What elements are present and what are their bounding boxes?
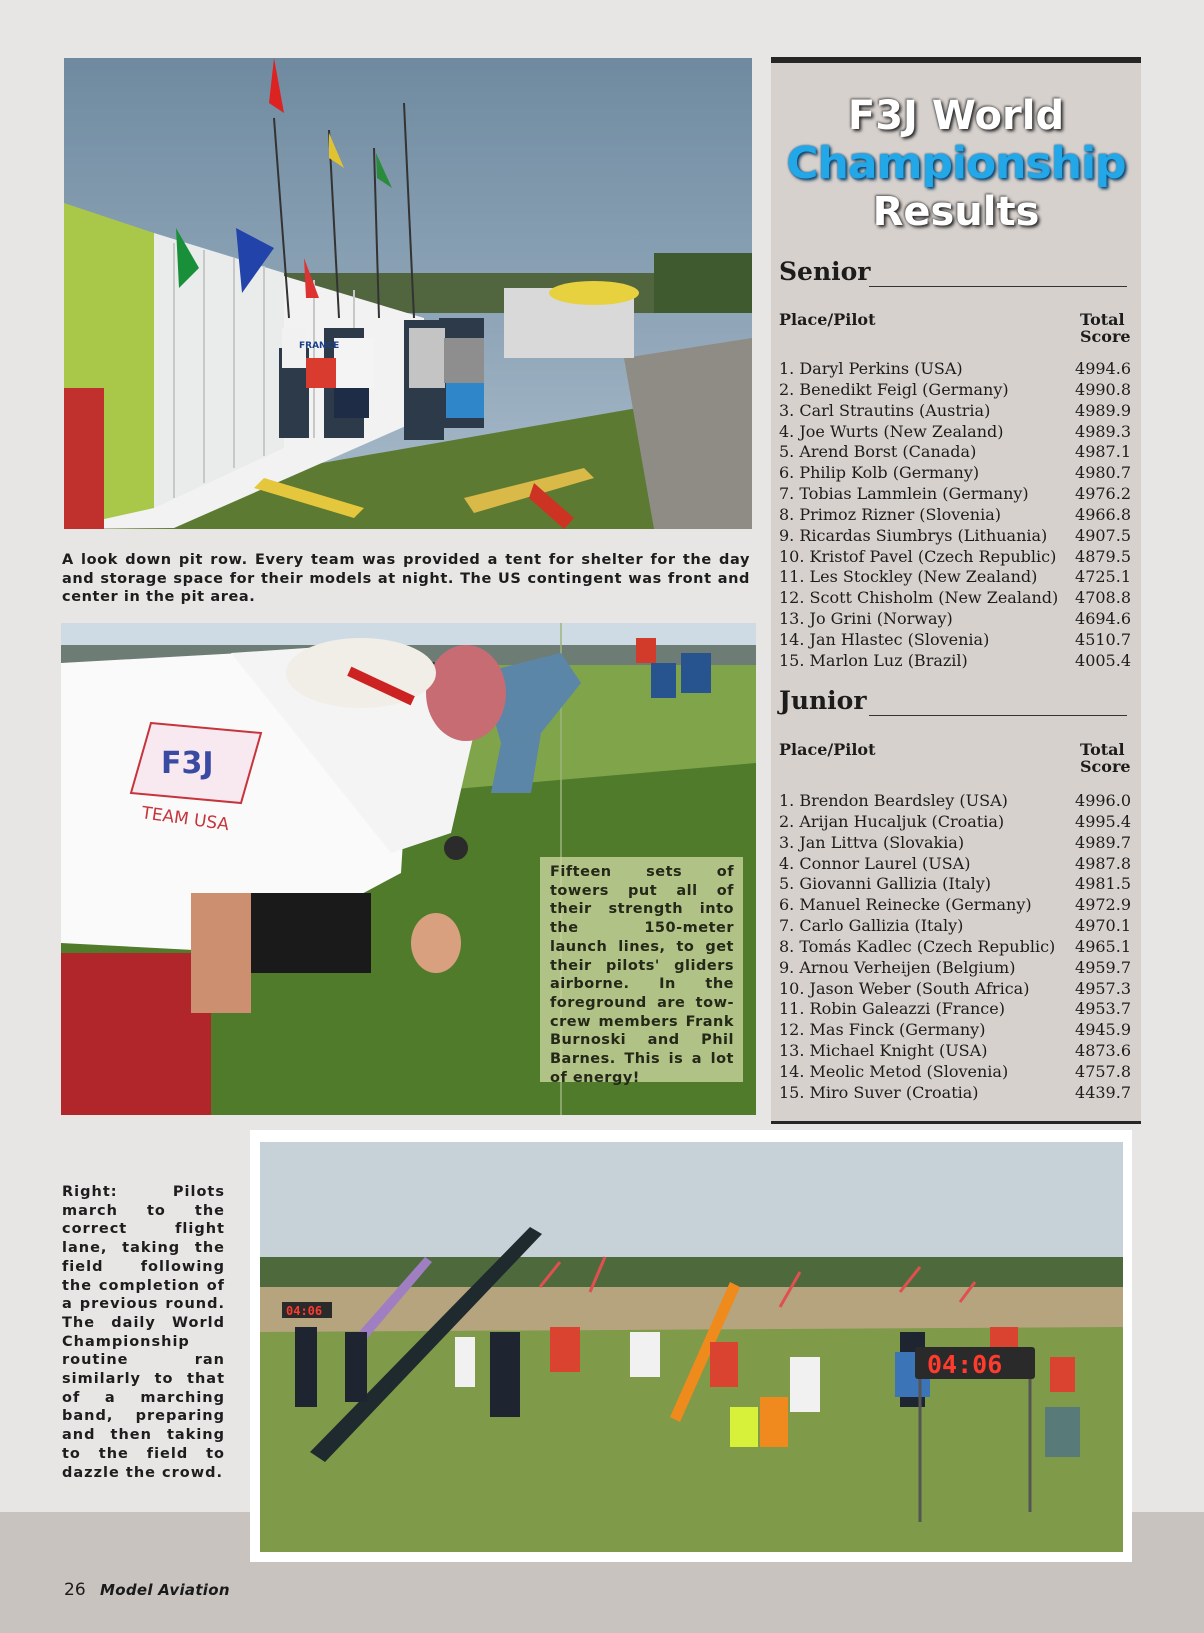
pilot-name: 10. Jason Weber (South Africa) <box>779 978 1030 998</box>
total-score: 4708.8 <box>1075 588 1131 608</box>
f3j-logo-text: F3J <box>161 746 214 781</box>
senior-result-row <box>779 442 1131 463</box>
senior-col-total: Total <box>1080 310 1125 329</box>
junior-result-row <box>779 999 1131 1020</box>
total-score: 4981.5 <box>1075 874 1131 894</box>
march-photo-frame <box>250 1130 1132 1562</box>
junior-result-row <box>779 895 1131 916</box>
junior-col-total: Total <box>1080 740 1125 759</box>
pilot-name: 2. Benedikt Feigl (Germany) <box>779 379 1009 399</box>
senior-result-row <box>779 630 1131 651</box>
results-title-line3: Results <box>872 189 1040 235</box>
pilot-name: 1. Daryl Perkins (USA) <box>779 359 963 378</box>
launch-caption-box <box>540 857 743 1086</box>
clock-display-small-text: 04:06 <box>286 1304 323 1318</box>
junior-result-row <box>779 937 1131 958</box>
total-score: 4987.8 <box>1075 853 1131 873</box>
total-score: 4879.5 <box>1075 546 1131 566</box>
total-score: 4510.7 <box>1075 629 1131 649</box>
junior-result-row <box>779 916 1131 937</box>
pit-row-caption: A look down pit row. Every team was provided a tent for shelter for the day and storage space for their models at night. The US contingent was front and center in the pit area. <box>62 552 750 606</box>
pit-row-photo <box>64 58 752 529</box>
pilot-name: 12. Mas Finck (Germany) <box>779 1020 986 1040</box>
total-score: 4989.7 <box>1075 832 1131 852</box>
results-title-line2: Championship <box>786 138 1126 189</box>
senior-result-row <box>779 359 1131 380</box>
pilot-name: 4. Connor Laurel (USA) <box>779 853 971 873</box>
junior-result-row <box>779 833 1131 854</box>
senior-result-row <box>779 380 1131 401</box>
total-score: 4757.8 <box>1075 1061 1131 1081</box>
pilot-name: 2. Arijan Hucaljuk (Croatia) <box>779 811 1005 831</box>
junior-result-row <box>779 1041 1131 1062</box>
junior-col-score: Score <box>1080 757 1131 776</box>
pilot-name: 10. Kristof Pavel (Czech Republic) <box>779 546 1057 566</box>
magazine-name: Model Aviation <box>100 1581 230 1599</box>
junior-result-row <box>779 1020 1131 1041</box>
junior-result-row <box>779 958 1131 979</box>
total-score: 4005.4 <box>1075 650 1131 670</box>
total-score: 4965.1 <box>1075 936 1131 956</box>
launch-caption: Fifteen sets of towers put all of their strength into the 150-meter launch lines, to get their pilots' gliders airborne. In the foreground are tow-crew members Frank Burnoski and Phil Barnes. This is a lot of energy! <box>550 864 734 1086</box>
pilot-name: 14. Jan Hlastec (Slovenia) <box>779 629 990 649</box>
senior-result-row <box>779 422 1131 443</box>
total-score: 4907.5 <box>1075 525 1131 545</box>
senior-result-row <box>779 463 1131 484</box>
pilot-name: 12. Scott Chisholm (New Zealand) <box>779 588 1059 608</box>
junior-result-row <box>779 1083 1131 1104</box>
pilot-name: 1. Brendon Beardsley (USA) <box>779 791 1008 810</box>
pilot-name: 13. Jo Grini (Norway) <box>779 609 953 629</box>
junior-results-list <box>779 791 1131 1104</box>
pilot-name: 6. Philip Kolb (Germany) <box>779 463 980 483</box>
senior-col-place: Place/Pilot <box>779 310 876 329</box>
junior-result-row <box>779 874 1131 895</box>
pilot-name: 9. Arnou Verheijen (Belgium) <box>779 957 1016 977</box>
senior-result-row <box>779 484 1131 505</box>
total-score: 4980.7 <box>1075 463 1131 483</box>
total-score: 4989.3 <box>1075 421 1131 441</box>
senior-result-row <box>779 547 1131 568</box>
junior-result-row <box>779 979 1131 1000</box>
total-score: 4873.6 <box>1075 1041 1131 1061</box>
total-score: 4972.9 <box>1075 895 1131 915</box>
total-score: 4976.2 <box>1075 484 1131 504</box>
pilot-name: 5. Arend Borst (Canada) <box>779 442 977 462</box>
total-score: 4694.6 <box>1075 609 1131 629</box>
pit-row-illustration <box>64 58 752 529</box>
total-score: 4957.3 <box>1075 978 1131 998</box>
total-score: 4994.6 <box>1075 359 1131 378</box>
pilot-name: 7. Carlo Gallizia (Italy) <box>779 916 964 936</box>
pilot-name: 7. Tobias Lammlein (Germany) <box>779 484 1029 504</box>
total-score: 4725.1 <box>1075 567 1131 587</box>
total-score: 4970.1 <box>1075 916 1131 936</box>
senior-result-row <box>779 651 1131 672</box>
results-title-line1: F3J World <box>847 93 1065 139</box>
senior-heading-rule <box>869 286 1127 287</box>
results-panel <box>771 57 1141 1124</box>
total-score: 4959.7 <box>1075 957 1131 977</box>
junior-heading-rule <box>869 715 1127 716</box>
total-score: 4990.8 <box>1075 379 1131 399</box>
pilot-name: 6. Manuel Reinecke (Germany) <box>779 895 1032 915</box>
senior-result-row <box>779 505 1131 526</box>
junior-result-row <box>779 791 1131 812</box>
france-shirt-text: FRANCE <box>299 341 340 351</box>
clock-display-text: 04:06 <box>927 1350 1003 1379</box>
total-score: 4995.4 <box>1075 811 1131 831</box>
senior-result-row <box>779 588 1131 609</box>
total-score: 4953.7 <box>1075 999 1131 1019</box>
pilot-name: 4. Joe Wurts (New Zealand) <box>779 421 1004 441</box>
pilot-name: 9. Ricardas Siumbrys (Lithuania) <box>779 525 1048 545</box>
senior-results-list <box>779 359 1131 672</box>
team-usa-text: TEAM USA <box>140 803 231 836</box>
senior-result-row <box>779 609 1131 630</box>
junior-result-row <box>779 812 1131 833</box>
pilot-name: 14. Meolic Metod (Slovenia) <box>779 1061 1009 1081</box>
junior-col-place: Place/Pilot <box>779 740 876 759</box>
total-score: 4945.9 <box>1075 1020 1131 1040</box>
march-photo <box>260 1142 1123 1552</box>
total-score: 4987.1 <box>1075 442 1131 462</box>
pilot-name: 15. Miro Suver (Croatia) <box>779 1082 979 1102</box>
senior-result-row <box>779 567 1131 588</box>
total-score: 4989.9 <box>1075 400 1131 420</box>
junior-result-row <box>779 1062 1131 1083</box>
pilot-name: 15. Marlon Luz (Brazil) <box>779 650 968 670</box>
pilot-name: 3. Jan Littva (Slovakia) <box>779 832 965 852</box>
senior-result-row <box>779 526 1131 547</box>
senior-result-row <box>779 401 1131 422</box>
senior-heading: Senior <box>779 257 871 286</box>
total-score: 4996.0 <box>1075 791 1131 810</box>
pilot-name: 11. Robin Galeazzi (France) <box>779 999 1005 1019</box>
page-number: 26 <box>64 1580 86 1600</box>
pilot-name: 5. Giovanni Gallizia (Italy) <box>779 874 992 894</box>
total-score: 4966.8 <box>1075 504 1131 524</box>
pilot-name: 11. Les Stockley (New Zealand) <box>779 567 1038 587</box>
total-score: 4439.7 <box>1075 1082 1131 1102</box>
pilot-name: 3. Carl Strautins (Austria) <box>779 400 991 420</box>
junior-result-row <box>779 854 1131 875</box>
pilot-name: 13. Michael Knight (USA) <box>779 1041 988 1061</box>
senior-col-score: Score <box>1080 327 1131 346</box>
march-illustration <box>260 1142 1123 1552</box>
pilot-name: 8. Primoz Rizner (Slovenia) <box>779 504 1001 524</box>
pilot-name: 8. Tomás Kadlec (Czech Republic) <box>779 936 1056 956</box>
junior-heading: Junior <box>779 686 867 715</box>
march-caption: Right: Pilots march to the correct flight lane, taking the field following the completion of a previous round. The daily World Championship routine ran similarly to that of a marching band, preparing and then taking to the field to dazzle the crowd. <box>62 1184 225 1481</box>
